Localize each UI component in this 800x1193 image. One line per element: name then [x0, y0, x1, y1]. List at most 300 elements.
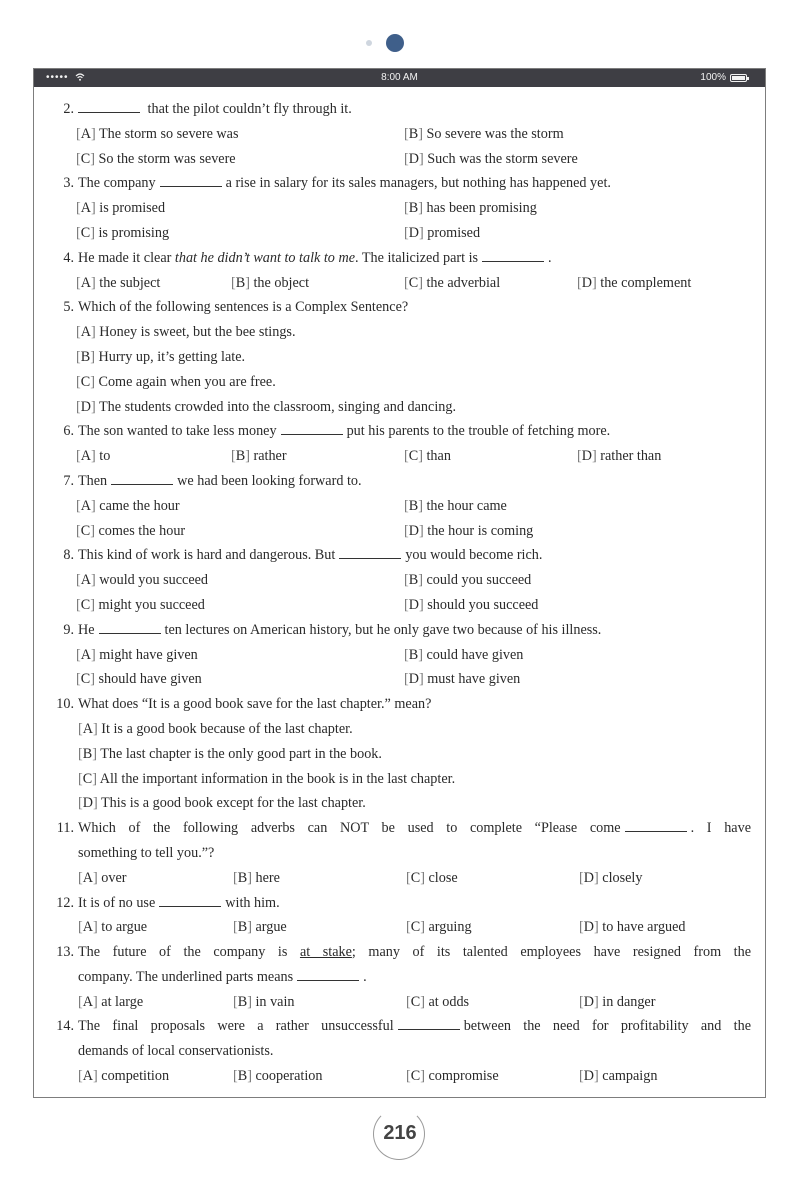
option-row — [34, 395, 765, 420]
option-b[interactable] — [231, 444, 287, 469]
option-c[interactable] — [406, 990, 469, 1015]
option-text: B — [408, 125, 419, 142]
option-bracket: ] — [90, 324, 96, 341]
question-text-segment: . I have — [690, 820, 751, 837]
option-text: C — [80, 373, 91, 390]
option-bracket: [ — [579, 919, 584, 936]
option-bracket: [ — [404, 646, 409, 663]
option-bracket: [ — [76, 224, 81, 241]
option-text: competition — [101, 1068, 170, 1085]
option-text: D — [408, 596, 419, 613]
option-text: might you succeed — [98, 596, 205, 613]
option-bracket: ] — [92, 1068, 98, 1085]
option-bracket: ] — [418, 224, 424, 241]
option-bracket: [ — [76, 671, 81, 688]
option-bracket: [ — [404, 224, 409, 241]
option-bracket: [ — [76, 398, 81, 415]
question-11-continued: something to tell you.”? — [78, 844, 215, 861]
front-camera — [386, 34, 404, 52]
options-row — [34, 147, 765, 172]
option-text: the hour is coming — [427, 522, 534, 539]
option-text: D — [408, 224, 419, 241]
question-13-continued — [34, 965, 765, 990]
option-bracket: [ — [78, 869, 83, 886]
option-text: here — [255, 869, 280, 886]
options-row — [34, 271, 765, 296]
option-b[interactable] — [404, 494, 507, 519]
option-text: So the storm was severe — [98, 150, 236, 167]
option-bracket: [ — [76, 200, 81, 217]
question-text-segment: It is of no use — [78, 894, 156, 911]
option-text: A — [80, 324, 91, 341]
option-bracket: ] — [90, 522, 95, 539]
option-bracket: ] — [418, 572, 423, 589]
option-text: B — [237, 869, 248, 886]
option-a[interactable] — [76, 320, 296, 345]
option-bracket: ] — [247, 919, 252, 936]
option-d[interactable] — [579, 915, 686, 940]
option-text: The last chapter is the only good part in the book. — [100, 745, 382, 762]
question-list — [34, 97, 765, 1089]
question-11: 11. Which of the following adverbs can NOT be used to complete “Please come . I have — [34, 816, 765, 841]
option-text: has been promising — [426, 200, 537, 217]
question-10: 10. What does “It is a good book save for the last chapter.” mean? — [56, 696, 432, 713]
option-text: promised — [427, 224, 481, 241]
option-d[interactable] — [78, 791, 366, 816]
option-text: C — [82, 770, 93, 787]
option-text: C — [80, 671, 91, 688]
question-text-segment: . The italicized part is — [355, 249, 479, 266]
answer-blank[interactable] — [160, 172, 222, 187]
option-text: at odds — [428, 993, 470, 1010]
option-bracket: [ — [579, 993, 584, 1010]
question-7: 7. Then we had been looking forward to. — [34, 469, 765, 494]
battery-icon — [730, 74, 747, 82]
option-bracket: ] — [245, 274, 250, 291]
option-a[interactable] — [78, 915, 147, 940]
option-bracket: [ — [78, 919, 83, 936]
option-bracket: ] — [418, 646, 423, 663]
option-text: in vain — [255, 993, 295, 1010]
option-c[interactable] — [404, 444, 451, 469]
option-text: must have given — [427, 671, 521, 688]
option-text: would you succeed — [99, 572, 209, 589]
option-d[interactable] — [76, 395, 456, 420]
option-a[interactable] — [76, 494, 180, 519]
option-text: D — [581, 274, 592, 291]
option-text: should you succeed — [427, 596, 539, 613]
option-text: comes the hour — [98, 522, 186, 539]
question-text-segment: ; many of its talented employees have resigned from the — [351, 944, 752, 961]
question-text-segment: put his parents to the trouble of fetching more. — [346, 423, 611, 440]
option-text: is promised — [99, 200, 166, 217]
option-text: over — [101, 869, 127, 886]
option-text: C — [408, 448, 419, 465]
option-text: cooperation — [255, 1068, 323, 1085]
options-row — [34, 494, 765, 519]
option-bracket: [ — [76, 646, 81, 663]
option-bracket: ] — [420, 919, 425, 936]
options-row — [34, 122, 765, 147]
option-bracket: ] — [92, 869, 98, 886]
option-bracket: ] — [92, 770, 97, 787]
option-bracket: [ — [404, 671, 409, 688]
option-text: A — [82, 869, 93, 886]
option-text: the adverbial — [426, 274, 501, 291]
question-text-segment: He — [78, 621, 95, 638]
option-a[interactable] — [76, 568, 208, 593]
option-bracket: [ — [78, 795, 83, 812]
option-text: is promising — [98, 224, 170, 241]
option-text: the hour came — [426, 497, 507, 514]
option-bracket: [ — [404, 497, 409, 514]
option-bracket: ] — [418, 497, 423, 514]
option-bracket: ] — [247, 869, 252, 886]
question-text-segment: a rise in salary for its sales managers, but nothing has happened yet. — [225, 175, 611, 192]
option-bracket: ] — [92, 919, 98, 936]
option-bracket: [ — [404, 150, 409, 167]
option-text: campaign — [602, 1068, 658, 1085]
option-text: B — [82, 745, 93, 762]
option-bracket: [ — [231, 448, 236, 465]
option-d[interactable] — [577, 271, 691, 296]
option-text: Such was the storm severe — [427, 150, 578, 167]
option-bracket: [ — [76, 572, 81, 589]
option-bracket: [ — [231, 274, 236, 291]
option-text: C — [410, 1068, 421, 1085]
option-b[interactable] — [404, 643, 523, 668]
option-text: came the hour — [99, 497, 180, 514]
option-d[interactable] — [579, 1064, 657, 1089]
options-row — [34, 915, 765, 940]
option-text: All the important information in the book is in the last chapter. — [99, 770, 456, 787]
options-row — [34, 568, 765, 593]
answer-blank[interactable] — [78, 98, 140, 113]
answer-blank[interactable] — [111, 470, 173, 485]
option-b[interactable] — [231, 271, 309, 296]
question-text-segment: we had been looking forward to. — [177, 472, 362, 489]
option-d[interactable] — [577, 444, 661, 469]
option-bracket: [ — [76, 373, 81, 390]
option-text: B — [408, 497, 419, 514]
option-bracket: ] — [90, 373, 95, 390]
option-a[interactable] — [76, 122, 239, 147]
options-row — [34, 593, 765, 618]
option-b[interactable] — [233, 990, 295, 1015]
option-text: C — [80, 224, 91, 241]
question-text-segment: The company — [78, 175, 156, 192]
option-bracket: [ — [577, 448, 582, 465]
answer-blank[interactable] — [297, 966, 359, 981]
options-row — [34, 221, 765, 246]
option-d[interactable] — [404, 221, 480, 246]
option-text: A — [82, 919, 93, 936]
option-d[interactable] — [579, 990, 655, 1015]
option-c[interactable] — [76, 667, 202, 692]
question-text-segment: between the need for profitability and the — [463, 1018, 752, 1035]
option-text: in danger — [602, 993, 656, 1010]
option-c[interactable] — [406, 915, 472, 940]
option-bracket: ] — [591, 274, 597, 291]
options-row — [34, 667, 765, 692]
options-row — [34, 519, 765, 544]
option-c[interactable] — [76, 221, 169, 246]
option-b[interactable] — [404, 568, 531, 593]
option-bracket: [ — [233, 1068, 238, 1085]
option-bracket: ] — [418, 448, 423, 465]
option-text: C — [410, 869, 421, 886]
option-c[interactable] — [76, 147, 236, 172]
option-bracket: [ — [404, 572, 409, 589]
option-d[interactable] — [579, 866, 642, 891]
option-text: D — [408, 150, 419, 167]
option-text: to argue — [101, 919, 148, 936]
signal-strength: ••••• — [46, 69, 85, 87]
question-text-segment: that he didn’t want to talk to me — [174, 249, 355, 266]
option-bracket: ] — [418, 200, 423, 217]
option-b[interactable] — [404, 122, 564, 147]
option-text: C — [410, 993, 421, 1010]
option-text: rather — [253, 448, 287, 465]
option-text: The students crowded into the classroom, singing and dancing. — [99, 398, 456, 415]
option-text: C — [80, 150, 91, 167]
option-bracket: ] — [90, 398, 96, 415]
option-bracket: ] — [418, 596, 424, 613]
option-row — [34, 370, 765, 395]
question-13: 13. The future of the company is at stake; many of its talented employees have resigned from the — [56, 944, 752, 961]
option-bracket: [ — [76, 125, 81, 142]
option-bracket: [ — [76, 448, 81, 465]
option-text: The storm so severe was — [99, 125, 239, 142]
question-5: 5. Which of the following sentences is a Complex Sentence? — [63, 299, 409, 316]
option-bracket: [ — [404, 274, 409, 291]
option-text: It is a good book because of the last chapter. — [101, 720, 353, 737]
option-a[interactable] — [78, 990, 143, 1015]
option-row — [34, 320, 765, 345]
page-number: 216 — [383, 1122, 417, 1144]
option-row — [34, 767, 765, 792]
option-a[interactable] — [76, 196, 165, 221]
question-text-segment: Then — [78, 472, 108, 489]
option-text: C — [410, 919, 421, 936]
status-bar — [34, 69, 765, 87]
option-c[interactable] — [78, 767, 455, 792]
option-b[interactable] — [404, 196, 537, 221]
option-c[interactable] — [406, 1064, 499, 1089]
options-row — [34, 196, 765, 221]
option-bracket: ] — [593, 993, 599, 1010]
option-text: could you succeed — [426, 572, 532, 589]
question-text-segment: . — [363, 968, 367, 985]
option-d[interactable] — [404, 593, 538, 618]
option-b[interactable] — [233, 1064, 322, 1089]
question-9: 9. He ten lectures on American history, but he only gave two because of his illness. — [34, 618, 765, 643]
option-bracket: [ — [76, 522, 81, 539]
question-text-segment: The final proposals were a rather unsuccessful — [78, 1018, 394, 1035]
option-bracket: [ — [404, 200, 409, 217]
option-bracket: [ — [404, 125, 409, 142]
option-text: rather than — [600, 448, 662, 465]
option-a[interactable] — [76, 444, 110, 469]
option-text: B — [235, 448, 246, 465]
question-12: 12. It is of no use with him. — [34, 891, 765, 916]
option-row — [34, 791, 765, 816]
option-bracket: [ — [579, 1068, 584, 1085]
option-bracket: ] — [90, 448, 96, 465]
option-bracket: [ — [406, 1068, 411, 1085]
option-text: A — [80, 125, 91, 142]
question-6: 6. The son wanted to take less money put his parents to the trouble of fetching more. — [34, 419, 765, 444]
question-text-segment: This kind of work is hard and dangerous. But — [78, 547, 336, 564]
option-bracket: [ — [76, 497, 81, 514]
option-bracket: ] — [92, 745, 97, 762]
option-bracket: [ — [404, 596, 409, 613]
option-text: B — [237, 993, 248, 1010]
option-text: B — [237, 1068, 248, 1085]
question-14: 14. The final proposals were a rather unsuccessful between the need for profitability and the — [34, 1014, 765, 1039]
question-text-segment: that the pilot couldn’t fly through it. — [147, 101, 352, 117]
answer-blank[interactable] — [99, 619, 161, 634]
battery-status: 100% — [700, 69, 747, 87]
option-text: A — [80, 646, 91, 663]
option-text: compromise — [428, 1068, 499, 1085]
question-3: 3. The company a rise in salary for its sales managers, but nothing has happened yet. — [34, 171, 765, 196]
option-text: to — [99, 448, 111, 465]
option-bracket: ] — [90, 150, 95, 167]
options-row — [34, 643, 765, 668]
proximity-sensor — [366, 40, 372, 46]
option-b[interactable] — [78, 742, 382, 767]
option-d[interactable] — [404, 519, 533, 544]
option-a[interactable] — [78, 1064, 169, 1089]
option-text: A — [82, 1068, 93, 1085]
option-text: A — [80, 274, 91, 291]
option-bracket: ] — [593, 1068, 599, 1085]
option-text: A — [82, 720, 93, 737]
option-d[interactable] — [404, 667, 520, 692]
answer-blank[interactable] — [339, 544, 401, 559]
question-text-segment: The future of the company is — [78, 944, 288, 961]
answer-blank[interactable] — [625, 817, 687, 832]
option-bracket: ] — [593, 919, 599, 936]
option-a[interactable] — [78, 717, 353, 742]
option-b[interactable] — [233, 915, 287, 940]
option-text: A — [82, 993, 93, 1010]
option-text: D — [583, 919, 594, 936]
option-bracket: [ — [577, 274, 582, 291]
question-4: 4. He made it clear that he didn’t want to talk to me. The italicized part is . — [34, 246, 765, 271]
option-text: So severe was the storm — [426, 125, 564, 142]
option-text: might have given — [99, 646, 198, 663]
question-text-segment: you would become rich. — [405, 547, 543, 564]
option-bracket: [ — [233, 919, 238, 936]
question-text-segment: with him. — [225, 894, 280, 911]
option-bracket: [ — [76, 596, 81, 613]
option-bracket: ] — [90, 274, 96, 291]
option-d[interactable] — [404, 147, 578, 172]
option-bracket: [ — [406, 869, 411, 886]
option-a[interactable] — [76, 643, 198, 668]
option-text: D — [82, 795, 93, 812]
option-bracket: ] — [90, 125, 96, 142]
option-bracket: ] — [420, 1068, 425, 1085]
option-bracket: [ — [78, 770, 83, 787]
answer-blank[interactable] — [159, 892, 221, 907]
option-text: A — [80, 448, 91, 465]
option-bracket: [ — [76, 348, 81, 365]
option-bracket: [ — [404, 522, 409, 539]
answer-blank[interactable] — [398, 1015, 460, 1030]
option-text: than — [426, 448, 451, 465]
option-text: This is a good book except for the last chapter. — [101, 795, 366, 812]
option-c[interactable] — [76, 593, 205, 618]
option-bracket: [ — [406, 919, 411, 936]
option-a[interactable] — [78, 866, 126, 891]
option-bracket: [ — [78, 1068, 83, 1085]
option-text: A — [80, 497, 91, 514]
option-bracket: ] — [418, 274, 423, 291]
option-row — [34, 345, 765, 370]
option-text: B — [237, 919, 248, 936]
option-text: D — [583, 1068, 594, 1085]
option-b[interactable] — [76, 345, 245, 370]
option-text: A — [80, 200, 91, 217]
option-bracket: [ — [78, 745, 83, 762]
options-row — [34, 990, 765, 1015]
option-text: B — [235, 274, 246, 291]
option-text: D — [408, 522, 419, 539]
option-c[interactable] — [76, 370, 276, 395]
option-text: Honey is sweet, but the bee stings. — [99, 324, 296, 341]
option-text: Come again when you are free. — [98, 373, 276, 390]
option-text: arguing — [428, 919, 472, 936]
option-text: should have given — [98, 671, 202, 688]
option-bracket: [ — [78, 993, 83, 1010]
option-text: closely — [602, 869, 643, 886]
option-bracket: ] — [92, 720, 98, 737]
option-bracket: [ — [233, 993, 238, 1010]
option-text: could have given — [426, 646, 524, 663]
option-bracket: ] — [418, 125, 423, 142]
answer-blank[interactable] — [482, 247, 544, 262]
option-b[interactable] — [233, 866, 280, 891]
option-bracket: ] — [593, 869, 599, 886]
option-bracket: ] — [90, 224, 95, 241]
option-text: Hurry up, it’s getting late. — [98, 348, 246, 365]
clock: 8:00 AM — [381, 72, 418, 83]
option-text: close — [428, 869, 458, 886]
option-text: D — [80, 398, 91, 415]
option-c[interactable] — [76, 519, 185, 544]
option-c[interactable] — [404, 271, 500, 296]
option-text: C — [80, 522, 91, 539]
option-bracket: ] — [90, 646, 96, 663]
option-bracket: ] — [90, 572, 96, 589]
answer-blank[interactable] — [281, 420, 343, 435]
option-c[interactable] — [406, 866, 458, 891]
option-bracket: ] — [247, 1068, 252, 1085]
option-text: the complement — [600, 274, 692, 291]
option-text: to have argued — [602, 919, 686, 936]
option-text: A — [80, 572, 91, 589]
options-row — [34, 866, 765, 891]
page-number-badge — [373, 1108, 427, 1164]
option-a[interactable] — [76, 271, 160, 296]
option-bracket: [ — [76, 150, 81, 167]
option-bracket: ] — [591, 448, 597, 465]
question-14-continued: demands of local conservationists. — [78, 1043, 274, 1060]
option-text: B — [80, 348, 91, 365]
